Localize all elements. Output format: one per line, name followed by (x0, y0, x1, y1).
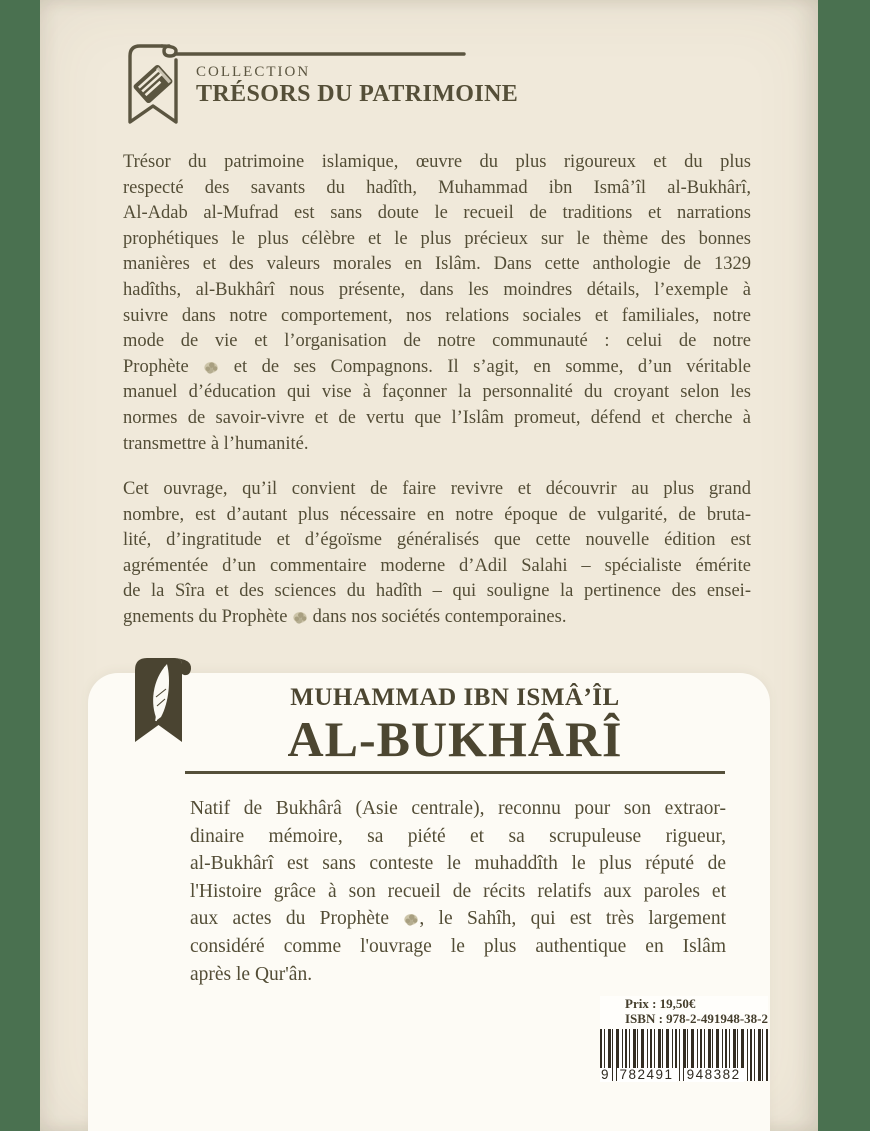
price-label: Prix : 19,50€ (625, 996, 696, 1011)
text-line: manuel d’éducation qui vise à façonner la personnalité du croyant selon les (123, 382, 751, 403)
prophet-blessing-ornament (292, 611, 308, 624)
synopsis-paragraph-2 (123, 477, 751, 631)
text-line: nombre, est d’autant plus nécessaire en notre époque de vulgarité, de bruta- (123, 504, 751, 525)
text-line: mode de vie et l’organisation de notre communauté : celui de notre (123, 331, 751, 352)
collection-title: TRÉSORS DU PATRIMOINE (196, 81, 519, 107)
barcode-digits (600, 1068, 768, 1082)
author-divider (185, 771, 725, 774)
text-line: gnements du Prophète dans nos sociétés contemporaines. (123, 606, 567, 627)
text-line: normes de savoir-vivre et de vertu que l’Islâm promeut, défend et cherche à (123, 407, 751, 428)
text-line: lité, d’ingratitude et d’égoïsme généralisés que cette nouvelle édition est (123, 530, 751, 551)
text-line: Prophète et de ses Compagnons. Il s’agit, en somme, d’un véritable (123, 356, 751, 377)
text-line: transmettre à l’humanité. (123, 433, 309, 454)
text-line: l'Histoire grâce à son recueil de récits relatifs aux paroles et (190, 880, 726, 902)
barcode (600, 1029, 768, 1081)
text-line: manières et des valeurs morales en Islâm. Dans cette anthologie de 1329 (123, 254, 751, 275)
text-line: aux actes du Prophète , le Sahîh, qui est très largement (190, 908, 726, 930)
author-name-line2: AL-BUKHÂRÎ (287, 711, 623, 767)
barcode-group1: 782491 (617, 1068, 677, 1082)
author-name-line1: MUHAMMAD IBN ISMÂ’ÎL (290, 684, 620, 711)
text-line: hadîths, al-Bukhârî nous présente, dans les moindres détails, l’exemple à (123, 279, 751, 300)
collection-label: COLLECTION (196, 64, 311, 80)
text-line: Trésor du patrimoine islamique, œuvre du plus rigoureux et du plus (123, 152, 751, 172)
barcode-digit-lead: 9 (600, 1068, 612, 1082)
text-line: prophétiques le plus célèbre et le plus précieux sur le thème des bonnes (123, 228, 751, 249)
text-line: respecté des savants du hadîth, Muhammad ibn Ismâ’îl al-Bukhârî, (123, 177, 751, 198)
book-icon (132, 64, 173, 105)
page-curl (162, 46, 176, 56)
text-line: Natif de Bukhârâ (Asie centrale), reconnu pour son extraor- (190, 798, 726, 819)
text-line: al-Bukhârî est sans conteste le muhaddîth le plus réputé de (190, 853, 726, 875)
prophet-blessing-ornament (203, 361, 219, 374)
synopsis-paragraph-1 (123, 150, 751, 457)
text-line: Al-Adab al-Mufrad est sans doute le recueil de traditions et narrations (123, 203, 751, 224)
author-bio (190, 795, 726, 988)
prophet-blessing-ornament (403, 913, 419, 926)
text-line: considéré comme l'ouvrage le plus authentique en Islâm (190, 935, 726, 957)
price-isbn-block (600, 996, 768, 1081)
text-line: dinaire mémoire, sa piété et sa scrupuleuse rigueur, (190, 825, 726, 847)
text-line: agrémentée d’un commentaire moderne d’Adil Salahi – spécialiste émérite (123, 555, 751, 576)
isbn-label: ISBN : 978-2-491948-38-2 (625, 1011, 768, 1026)
text-line: Cet ouvrage, qu’il convient de faire revivre et découvrir au plus grand (123, 479, 751, 499)
text-line: de la Sîra et des sciences du hadîth – qui souligne la pertinence des ensei- (123, 581, 751, 602)
text-line: suivre dans notre comportement, nos relations sociales et familiales, notre (123, 305, 751, 326)
barcode-group2: 948382 (684, 1068, 744, 1082)
text-line: après le Qur'ân. (190, 963, 313, 985)
